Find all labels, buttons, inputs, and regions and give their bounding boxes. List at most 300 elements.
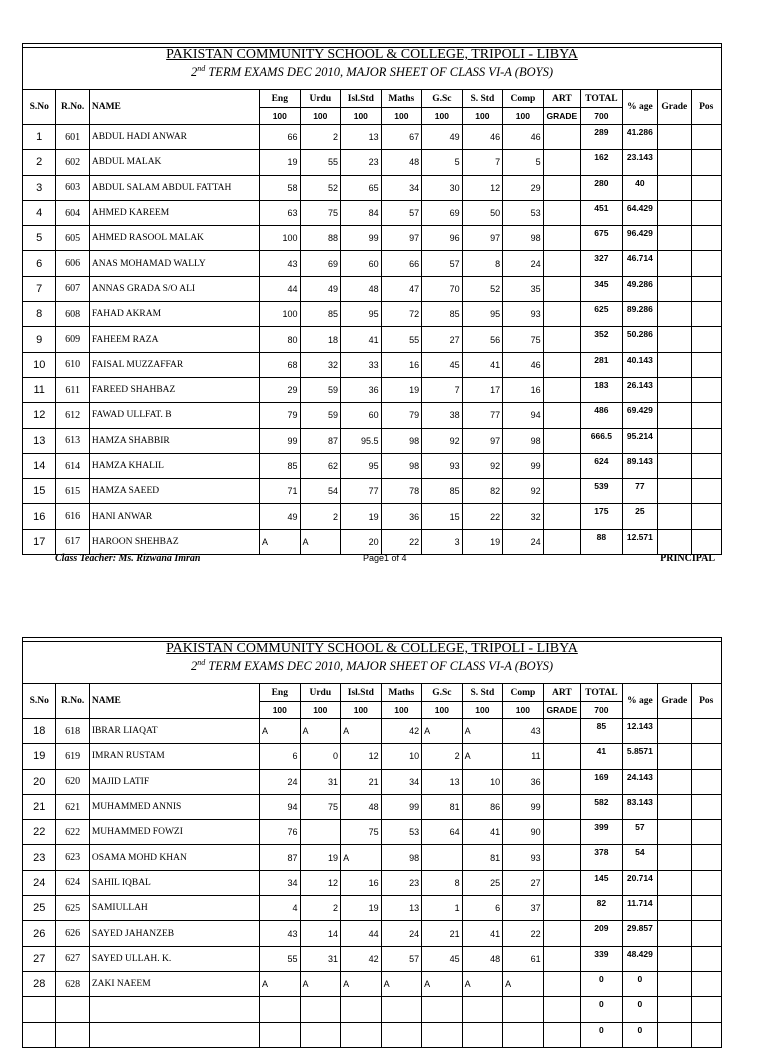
- exam-subtitle: 2nd TERM EXAMS DEC 2010, MAJOR SHEET OF CLASS VI-A (BOYS): [190, 64, 553, 80]
- cell-sno: 3: [23, 175, 56, 200]
- table-row: [23, 744, 722, 769]
- marks-table: [22, 683, 722, 1048]
- cell-name: ANAS MOHAMAD WALLY: [89, 251, 259, 276]
- cell-art: [543, 820, 580, 845]
- col-gsc: G.Sc: [422, 684, 463, 702]
- cell-total: 169: [581, 769, 623, 794]
- cell-maths: 72: [381, 302, 422, 327]
- table-row: [23, 845, 722, 870]
- cell-art: [543, 175, 580, 200]
- cell-isl: 60: [341, 251, 382, 276]
- cell-rno: 616: [56, 504, 89, 529]
- cell-isl: 41: [341, 327, 382, 352]
- cell-total: 486: [581, 403, 623, 428]
- cell-pct: 50.286: [622, 327, 657, 352]
- cell-rno: 623: [56, 845, 89, 870]
- col-eng: Eng: [260, 684, 301, 702]
- cell-sstd: 8: [462, 251, 503, 276]
- cell-gsc: 21: [422, 921, 463, 946]
- cell-urdu: A: [300, 529, 341, 554]
- cell-comp: 46: [503, 352, 544, 377]
- cell-maths: 24: [381, 921, 422, 946]
- cell-maths: A: [381, 971, 422, 996]
- cell-urdu: 87: [300, 428, 341, 453]
- cell-pos: [691, 997, 721, 1022]
- cell-grade: [658, 529, 691, 554]
- cell-urdu: 12: [300, 870, 341, 895]
- cell-total: 0: [581, 997, 623, 1022]
- cell-grade: [658, 870, 691, 895]
- max-urdu: 100: [300, 702, 341, 719]
- cell-rno: 611: [56, 377, 89, 402]
- cell-comp: 94: [503, 403, 544, 428]
- cell-maths: [381, 1022, 422, 1047]
- col-maths: Maths: [381, 90, 422, 108]
- col-total: TOTAL: [581, 684, 623, 702]
- cell-art: [543, 896, 580, 921]
- cell-isl: 12: [341, 744, 382, 769]
- cell-art: [543, 403, 580, 428]
- cell-sno: 19: [23, 744, 56, 769]
- cell-pos: [691, 504, 721, 529]
- cell-pct: 40.143: [622, 352, 657, 377]
- cell-eng: 24: [260, 769, 301, 794]
- art-grade-label: GRADE: [543, 108, 580, 125]
- cell-rno: 619: [56, 744, 89, 769]
- cell-rno: 621: [56, 794, 89, 819]
- cell-urdu: [300, 820, 341, 845]
- cell-pos: [691, 820, 721, 845]
- cell-name: AHMED RASOOL MALAK: [89, 226, 259, 251]
- cell-sno: 2: [23, 150, 56, 175]
- cell-name: [89, 997, 259, 1022]
- cell-isl: A: [341, 719, 382, 744]
- cell-sno: [23, 1022, 56, 1047]
- cell-gsc: 93: [422, 453, 463, 478]
- cell-gsc: 2: [422, 744, 463, 769]
- cell-sstd: 77: [462, 403, 503, 428]
- cell-total: 85: [581, 719, 623, 744]
- table-row: [23, 428, 722, 453]
- cell-total: 162: [581, 150, 623, 175]
- cell-grade: [658, 428, 691, 453]
- table-row: [23, 1022, 722, 1047]
- max-isl: 100: [341, 702, 382, 719]
- cell-urdu: 49: [300, 276, 341, 301]
- cell-grade: [658, 971, 691, 996]
- cell-eng: 34: [260, 870, 301, 895]
- cell-pct: 54: [622, 845, 657, 870]
- cell-grade: [658, 453, 691, 478]
- page-footer: [55, 553, 715, 569]
- cell-maths: 47: [381, 276, 422, 301]
- page-number: Page1 of 4: [363, 553, 407, 563]
- student-rows: [23, 125, 722, 555]
- cell-sstd: 86: [462, 794, 503, 819]
- cell-eng: 43: [260, 921, 301, 946]
- cell-pct: 11.714: [622, 896, 657, 921]
- cell-pos: [691, 769, 721, 794]
- cell-urdu: [300, 997, 341, 1022]
- cell-rno: 615: [56, 479, 89, 504]
- cell-pos: [691, 896, 721, 921]
- cell-urdu: 75: [300, 200, 341, 225]
- cell-sstd: [462, 1022, 503, 1047]
- cell-maths: 98: [381, 845, 422, 870]
- cell-art: [543, 125, 580, 150]
- cell-sno: 12: [23, 403, 56, 428]
- cell-urdu: 55: [300, 150, 341, 175]
- col-sno: S.No: [23, 684, 56, 719]
- cell-pos: [691, 845, 721, 870]
- cell-pos: [691, 971, 721, 996]
- cell-maths: 98: [381, 428, 422, 453]
- cell-pct: 0: [622, 997, 657, 1022]
- cell-eng: 55: [260, 946, 301, 971]
- cell-pos: [691, 377, 721, 402]
- cell-eng: 49: [260, 504, 301, 529]
- cell-eng: 80: [260, 327, 301, 352]
- cell-pos: [691, 744, 721, 769]
- cell-pos: [691, 921, 721, 946]
- cell-pct: 23.143: [622, 150, 657, 175]
- cell-sstd: 52: [462, 276, 503, 301]
- cell-comp: 75: [503, 327, 544, 352]
- cell-comp: 93: [503, 845, 544, 870]
- cell-sno: 24: [23, 870, 56, 895]
- cell-gsc: 15: [422, 504, 463, 529]
- max-isl: 100: [341, 108, 382, 125]
- cell-gsc: 3: [422, 529, 463, 554]
- cell-pct: 83.143: [622, 794, 657, 819]
- cell-rno: 624: [56, 870, 89, 895]
- cell-isl: 95: [341, 453, 382, 478]
- cell-gsc: A: [422, 719, 463, 744]
- cell-gsc: 69: [422, 200, 463, 225]
- cell-maths: 10: [381, 744, 422, 769]
- table-row: [23, 946, 722, 971]
- cell-eng: 4: [260, 896, 301, 921]
- cell-maths: 13: [381, 896, 422, 921]
- cell-urdu: 31: [300, 769, 341, 794]
- cell-sno: 25: [23, 896, 56, 921]
- cell-sno: 6: [23, 251, 56, 276]
- cell-gsc: 45: [422, 352, 463, 377]
- table-row: [23, 529, 722, 554]
- cell-name: HANI ANWAR: [89, 504, 259, 529]
- cell-comp: 90: [503, 820, 544, 845]
- cell-pos: [691, 327, 721, 352]
- cell-isl: 44: [341, 921, 382, 946]
- cell-pct: 24.143: [622, 769, 657, 794]
- cell-grade: [658, 896, 691, 921]
- class-teacher-signature: Class Teacher: Ms. Rizwana Imran: [55, 553, 201, 564]
- cell-comp: 11: [503, 744, 544, 769]
- cell-name: SAYED JAHANZEB: [89, 921, 259, 946]
- cell-rno: 603: [56, 175, 89, 200]
- cell-sno: 5: [23, 226, 56, 251]
- cell-pos: [691, 794, 721, 819]
- col-pos: Pos: [691, 684, 721, 719]
- cell-gsc: 57: [422, 251, 463, 276]
- cell-comp: 16: [503, 377, 544, 402]
- cell-isl: 20: [341, 529, 382, 554]
- cell-maths: 57: [381, 200, 422, 225]
- cell-sstd: 7: [462, 150, 503, 175]
- cell-name: IMRAN RUSTAM: [89, 744, 259, 769]
- cell-grade: [658, 744, 691, 769]
- cell-art: [543, 200, 580, 225]
- cell-sstd: 56: [462, 327, 503, 352]
- cell-art: [543, 946, 580, 971]
- cell-urdu: 32: [300, 352, 341, 377]
- cell-sno: 20: [23, 769, 56, 794]
- cell-gsc: 85: [422, 479, 463, 504]
- cell-total: 289: [581, 125, 623, 150]
- cell-total: 666.5: [581, 428, 623, 453]
- cell-isl: 21: [341, 769, 382, 794]
- cell-maths: 53: [381, 820, 422, 845]
- cell-name: MAJID LATIF: [89, 769, 259, 794]
- cell-name: ABDUL SALAM ABDUL FATTAH: [89, 175, 259, 200]
- cell-total: 175: [581, 504, 623, 529]
- cell-pos: [691, 946, 721, 971]
- cell-sstd: 41: [462, 820, 503, 845]
- col-maths: Maths: [381, 684, 422, 702]
- cell-pct: 25: [622, 504, 657, 529]
- table-row: [23, 377, 722, 402]
- cell-grade: [658, 251, 691, 276]
- cell-gsc: [422, 1022, 463, 1047]
- cell-comp: 24: [503, 529, 544, 554]
- cell-urdu: 0: [300, 744, 341, 769]
- cell-pct: 64.429: [622, 200, 657, 225]
- cell-art: [543, 453, 580, 478]
- principal-signature: PRINCIPAL: [660, 553, 715, 564]
- cell-maths: 36: [381, 504, 422, 529]
- cell-sstd: 48: [462, 946, 503, 971]
- cell-comp: 61: [503, 946, 544, 971]
- cell-eng: [260, 997, 301, 1022]
- cell-pct: 48.429: [622, 946, 657, 971]
- table-row: [23, 302, 722, 327]
- cell-pct: 40: [622, 175, 657, 200]
- cell-rno: 608: [56, 302, 89, 327]
- cell-pos: [691, 125, 721, 150]
- cell-isl: 48: [341, 276, 382, 301]
- exam-subtitle: 2nd TERM EXAMS DEC 2010, MAJOR SHEET OF CLASS VI-A (BOYS): [190, 658, 553, 674]
- cell-rno: 610: [56, 352, 89, 377]
- cell-pct: 29.857: [622, 921, 657, 946]
- cell-comp: 37: [503, 896, 544, 921]
- cell-sstd: 95: [462, 302, 503, 327]
- cell-pos: [691, 870, 721, 895]
- cell-art: [543, 428, 580, 453]
- cell-sstd: 41: [462, 352, 503, 377]
- cell-sno: 16: [23, 504, 56, 529]
- cell-isl: 84: [341, 200, 382, 225]
- cell-eng: A: [260, 529, 301, 554]
- cell-comp: 36: [503, 769, 544, 794]
- cell-sstd: 19: [462, 529, 503, 554]
- cell-isl: 13: [341, 125, 382, 150]
- cell-maths: 48: [381, 150, 422, 175]
- cell-comp: 53: [503, 200, 544, 225]
- cell-sstd: 22: [462, 504, 503, 529]
- cell-grade: [658, 352, 691, 377]
- cell-sno: 28: [23, 971, 56, 996]
- max-eng: 100: [260, 702, 301, 719]
- cell-isl: 95: [341, 302, 382, 327]
- cell-rno: [56, 997, 89, 1022]
- cell-art: [543, 744, 580, 769]
- cell-grade: [658, 1022, 691, 1047]
- cell-isl: 19: [341, 896, 382, 921]
- cell-eng: 79: [260, 403, 301, 428]
- cell-eng: 58: [260, 175, 301, 200]
- cell-art: [543, 997, 580, 1022]
- cell-pct: 20.714: [622, 870, 657, 895]
- cell-pct: 49.286: [622, 276, 657, 301]
- col-isl: Isl.Std: [341, 90, 382, 108]
- cell-total: 145: [581, 870, 623, 895]
- max-total: 700: [581, 702, 623, 719]
- cell-art: [543, 529, 580, 554]
- col-rno: R.No.: [56, 684, 89, 719]
- cell-rno: 625: [56, 896, 89, 921]
- cell-pct: 89.143: [622, 453, 657, 478]
- cell-eng: A: [260, 719, 301, 744]
- col-comp: Comp: [503, 684, 544, 702]
- cell-art: [543, 150, 580, 175]
- cell-isl: A: [341, 845, 382, 870]
- cell-isl: 16: [341, 870, 382, 895]
- cell-total: 339: [581, 946, 623, 971]
- cell-isl: 60: [341, 403, 382, 428]
- table-row: [23, 997, 722, 1022]
- max-eng: 100: [260, 108, 301, 125]
- cell-isl: [341, 1022, 382, 1047]
- cell-grade: [658, 769, 691, 794]
- cell-sstd: 25: [462, 870, 503, 895]
- col-eng: Eng: [260, 90, 301, 108]
- col-grade: Grade: [658, 684, 691, 719]
- cell-rno: 614: [56, 453, 89, 478]
- cell-eng: 94: [260, 794, 301, 819]
- cell-art: [543, 377, 580, 402]
- col-pct: % age: [622, 90, 657, 125]
- cell-urdu: 54: [300, 479, 341, 504]
- col-sstd: S. Std: [462, 90, 503, 108]
- cell-total: 352: [581, 327, 623, 352]
- cell-name: HAMZA KHALIL: [89, 453, 259, 478]
- cell-pct: 12.571: [622, 529, 657, 554]
- cell-pct: 96.429: [622, 226, 657, 251]
- sheet-title-block: [22, 43, 722, 89]
- cell-pos: [691, 719, 721, 744]
- cell-pct: 12.143: [622, 719, 657, 744]
- max-maths: 100: [381, 702, 422, 719]
- cell-sno: 27: [23, 946, 56, 971]
- cell-pos: [691, 302, 721, 327]
- cell-name: FAWAD ULLFAT. B: [89, 403, 259, 428]
- cell-comp: 98: [503, 428, 544, 453]
- cell-sno: 9: [23, 327, 56, 352]
- cell-grade: [658, 377, 691, 402]
- cell-sstd: 12: [462, 175, 503, 200]
- cell-pct: 57: [622, 820, 657, 845]
- cell-comp: A: [503, 971, 544, 996]
- cell-art: [543, 276, 580, 301]
- school-title: PAKISTAN COMMUNITY SCHOOL & COLLEGE, TRIPOLI - LIBYA: [166, 47, 578, 62]
- col-art: ART: [543, 684, 580, 702]
- student-rows: [23, 719, 722, 1048]
- cell-total: 41: [581, 744, 623, 769]
- cell-art: [543, 352, 580, 377]
- col-grade: Grade: [658, 90, 691, 125]
- cell-comp: 93: [503, 302, 544, 327]
- table-row: [23, 896, 722, 921]
- cell-sno: 14: [23, 453, 56, 478]
- table-row: [23, 150, 722, 175]
- cell-eng: 76: [260, 820, 301, 845]
- cell-art: [543, 504, 580, 529]
- cell-art: [543, 479, 580, 504]
- cell-gsc: 96: [422, 226, 463, 251]
- cell-comp: 22: [503, 921, 544, 946]
- cell-total: 281: [581, 352, 623, 377]
- cell-name: IBRAR LIAQAT: [89, 719, 259, 744]
- max-gsc: 100: [422, 108, 463, 125]
- cell-pos: [691, 453, 721, 478]
- cell-art: [543, 845, 580, 870]
- school-title: PAKISTAN COMMUNITY SCHOOL & COLLEGE, TRIPOLI - LIBYA: [166, 641, 578, 656]
- cell-grade: [658, 820, 691, 845]
- cell-maths: 34: [381, 175, 422, 200]
- cell-sno: 13: [23, 428, 56, 453]
- cell-isl: 33: [341, 352, 382, 377]
- cell-pos: [691, 352, 721, 377]
- col-art: ART: [543, 90, 580, 108]
- cell-grade: [658, 921, 691, 946]
- cell-urdu: 2: [300, 896, 341, 921]
- cell-isl: 95.5: [341, 428, 382, 453]
- cell-eng: 43: [260, 251, 301, 276]
- cell-urdu: A: [300, 719, 341, 744]
- cell-pos: [691, 403, 721, 428]
- cell-eng: [260, 1022, 301, 1047]
- max-gsc: 100: [422, 702, 463, 719]
- cell-total: 582: [581, 794, 623, 819]
- cell-isl: 77: [341, 479, 382, 504]
- cell-comp: 43: [503, 719, 544, 744]
- cell-eng: 68: [260, 352, 301, 377]
- cell-gsc: 13: [422, 769, 463, 794]
- cell-name: HAMZA SAEED: [89, 479, 259, 504]
- cell-sstd: 82: [462, 479, 503, 504]
- col-pct: % age: [622, 684, 657, 719]
- col-sstd: S. Std: [462, 684, 503, 702]
- cell-maths: 55: [381, 327, 422, 352]
- cell-pos: [691, 276, 721, 301]
- cell-name: FAHEEM RAZA: [89, 327, 259, 352]
- cell-comp: 99: [503, 453, 544, 478]
- col-gsc: G.Sc: [422, 90, 463, 108]
- cell-rno: 628: [56, 971, 89, 996]
- cell-gsc: 49: [422, 125, 463, 150]
- cell-rno: 601: [56, 125, 89, 150]
- cell-grade: [658, 946, 691, 971]
